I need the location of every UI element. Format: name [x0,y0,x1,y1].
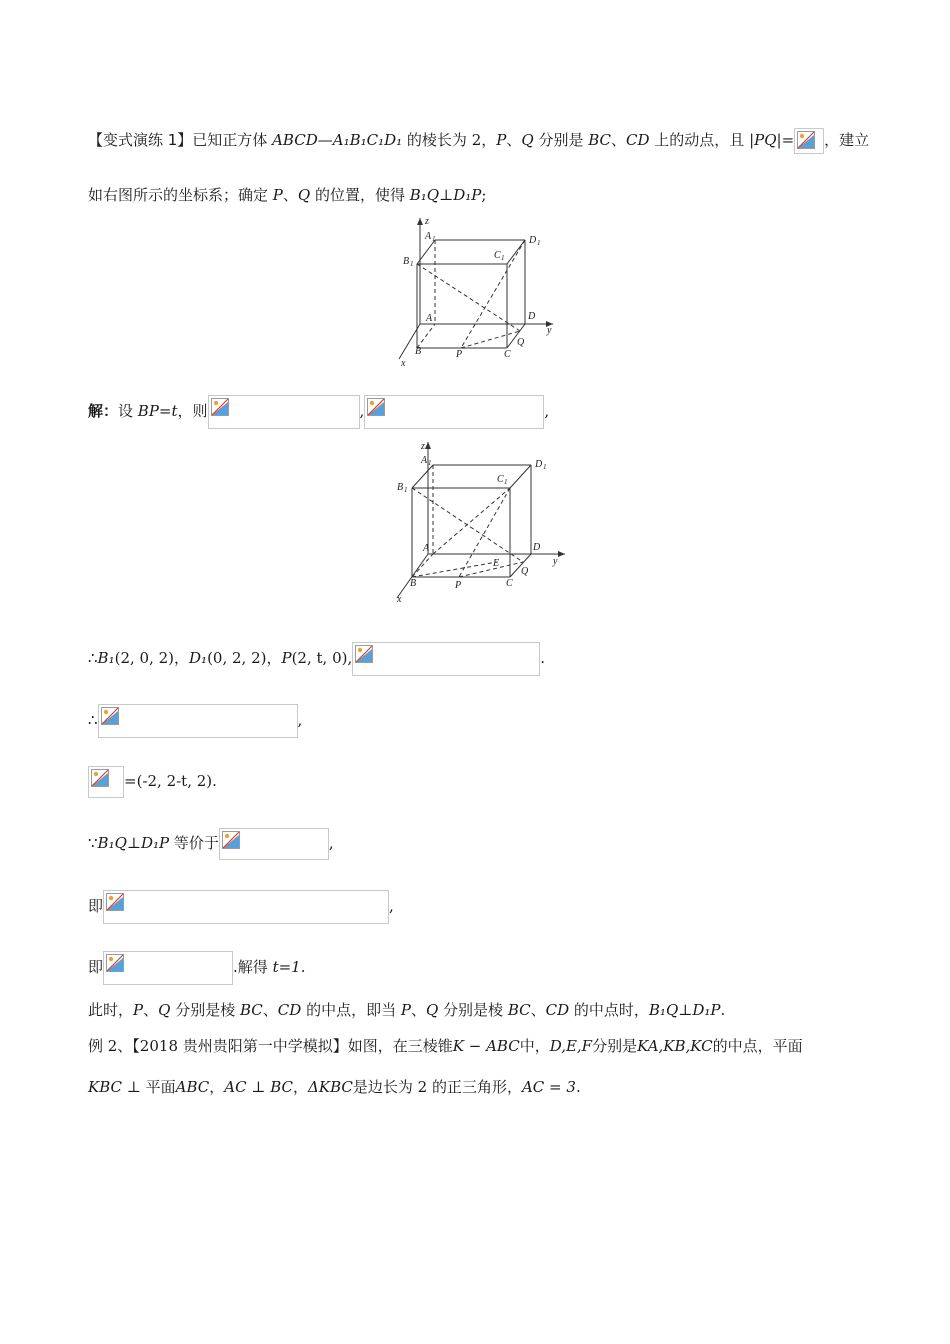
label-z: z [421,441,425,452]
broken-image-icon [106,954,124,972]
cube-name-top: A₁B₁C₁D₁ [332,131,403,149]
edge-c1d1 [507,240,525,264]
label-y: y [553,556,558,567]
example2-line-2 [88,1077,581,1097]
edge-bc: BC [239,1001,263,1019]
text: 即 [88,958,104,976]
text: 分别是棱 [438,1001,508,1019]
label-c: C [506,578,513,589]
label-e: E [493,558,500,569]
label-sub: 1 [543,463,547,471]
formula-image-pq [794,128,824,154]
point-p: P [496,131,507,149]
label-y: y [547,325,552,336]
text: 此时， [88,1001,134,1019]
sep: 、 [611,131,627,149]
edge-cd: CD [545,1001,570,1019]
label-x: x [401,358,406,369]
label-b: B [415,346,422,357]
edges-kakbkc: KA,KB,KC [637,1037,713,1055]
point-q: Q [425,1001,439,1019]
edge-ab [412,554,433,577]
cube-name: ABCD [272,131,318,149]
text: , [328,834,334,852]
y-arrow [558,551,565,557]
solution-line-1 [88,395,549,429]
perp-condition: B₁Q⊥D₁P [97,834,170,852]
edge-bc: BC [507,1001,531,1019]
label-p: P [455,580,462,591]
text: 分别是 [592,1037,638,1055]
cube-figure-1 [395,212,565,372]
broken-image-icon [211,398,229,416]
therefore-symbol: ∴ [88,711,98,729]
cube-figure-2 [393,436,573,606]
text: .解得 [233,958,273,976]
solution-ie-2 [88,951,305,985]
formula-image-2 [364,395,544,429]
problem-line-2 [88,185,486,205]
label-d: D [533,542,541,553]
coords-d1: (0, 2, 2)， [207,649,282,667]
points-def: D,E,F [549,1037,593,1055]
z-arrow [417,218,423,225]
point-p: P [281,649,292,667]
text: 的中点，即当 [301,1001,401,1019]
edge-c1d1 [510,465,531,488]
text: 等价于 [169,834,219,852]
example2-line-1 [88,1036,803,1056]
point-p: P [272,186,283,204]
dash: — [317,131,333,149]
ac-length: AC = 3 [521,1078,576,1096]
sep: 、 [282,186,298,204]
point-q: Q [521,131,534,149]
text: ， [293,1078,309,1096]
problem-heading: 【变式演练 1】已知正方体 [88,131,273,149]
sep: 、 [143,1001,159,1019]
formula-image-1 [208,395,360,429]
example-heading: 例 2、【2018 贵州贵阳第一中学模拟】如图，在三棱锥 [88,1037,453,1055]
point-b1: B₁ [97,649,115,667]
point-d1: D₁ [189,649,208,667]
label-q: Q [521,566,529,577]
text: 上的动点，且 [649,131,750,149]
label-b: B [410,578,417,589]
solution-coords [88,642,545,676]
sep: 、 [262,1001,278,1019]
point-p: P [133,1001,144,1019]
edge-cd: CD [277,1001,302,1019]
segment-be [412,562,497,577]
text: ，建立 [824,131,870,149]
label-sub: 1 [404,486,408,494]
conclusion [88,1000,725,1020]
point-p: P [400,1001,411,1019]
sep: 、 [506,131,522,149]
pq-length: |PQ|= [749,131,795,149]
label-d1: D [529,235,537,246]
formula-image-3 [352,642,540,676]
label-z: z [425,216,429,227]
because-symbol: ∵ [88,834,98,852]
text: , [297,711,303,729]
z-arrow [425,442,431,449]
broken-image-icon [101,707,119,725]
solution-vector-2 [88,766,217,798]
label-b1: B [403,256,410,267]
perp-condition: B₁Q⊥D₁P [648,1001,721,1019]
formula-image-7 [103,890,389,924]
label-sub: 1 [432,235,436,243]
coords-p: (2, t, 0), [291,649,353,667]
problem-line-1 [88,128,869,154]
segment-d1p [461,240,525,348]
label-q: Q [517,337,525,348]
label-a1: A [421,455,428,466]
label-c1: C [497,474,504,485]
broken-image-icon [106,893,124,911]
label-d: D [528,311,536,322]
text: . [540,649,546,667]
text: 的棱长为 2， [402,131,497,149]
label-sub: 1 [428,459,432,467]
ac-perp-bc: AC ⊥ BC [224,1078,294,1096]
label-sub: 1 [504,478,508,486]
plane-abc: ABC [175,1078,210,1096]
text: 分别是棱 [170,1001,240,1019]
point-q: Q [158,1001,171,1019]
label-sub: 1 [410,260,414,268]
formula-image-4 [98,704,298,738]
text: 中， [519,1037,550,1055]
plane-kbc: KBC [88,1078,122,1096]
text: 的位置，使得 [310,186,410,204]
formula-image-5 [88,766,124,798]
solution-label: 解： [88,402,119,420]
point-q: Q [297,186,311,204]
solution-ie-1 [88,890,394,924]
label-p: P [456,349,463,360]
text: , [389,897,394,915]
text: ，则 [177,402,208,420]
edge-b1a1 [412,465,433,488]
broken-image-icon [367,398,385,416]
broken-image-icon [797,131,815,149]
label-x: x [397,594,402,605]
edge-cd: CD [626,131,650,149]
label-sub: 1 [537,239,541,247]
therefore-symbol: ∴ [88,649,98,667]
text: , [544,402,550,420]
bp-eq: BP=t [137,402,178,420]
label-a: A [423,543,430,554]
solution-vector-1 [88,704,302,738]
segment-pq [459,562,523,577]
vector-d1p: =(-2, 2-t, 2). [124,772,217,790]
coords-b1: (2, 0, 2)， [114,649,190,667]
text: 如右图所示的坐标系；确定 [88,186,273,204]
text: 平面 [145,1078,176,1096]
broken-image-icon [222,831,240,849]
label-c: C [504,349,511,360]
formula-image-8 [103,951,233,985]
text: 的中点，平面 [712,1037,803,1055]
perp-symbol: ⊥ [121,1078,146,1096]
segment-c1p [459,488,510,577]
label-a: A [426,313,433,324]
broken-image-icon [355,645,373,663]
text: . [720,1001,726,1019]
text: 是边长为 2 的正三角形， [352,1078,522,1096]
triangle-kbc: ΔKBC [308,1078,353,1096]
text: . [575,1078,581,1096]
text: ， [209,1078,225,1096]
text: ; [481,186,487,204]
label-d1: D [535,459,543,470]
edge-bc: BC [588,131,611,149]
sep: 、 [530,1001,546,1019]
label-b1: B [397,482,404,493]
pyramid-name: K − ABC [452,1037,520,1055]
label-a1: A [425,231,432,242]
formula-image-6 [219,828,329,860]
label-sub: 1 [501,254,505,262]
sep: 、 [410,1001,426,1019]
text: 的中点时， [569,1001,649,1019]
text: 分别是 [533,131,589,149]
segment-ac1 [433,488,510,554]
t-value: t=1. [272,958,306,976]
edge-ab [417,324,435,348]
solution-equiv [88,828,334,860]
text: 设 [118,402,138,420]
text: 即 [88,897,104,915]
broken-image-icon [91,769,109,787]
perp-condition: B₁Q⊥D₁P [409,186,482,204]
label-c1: C [494,250,501,261]
text: , [359,402,365,420]
segment-b1q [417,264,520,331]
